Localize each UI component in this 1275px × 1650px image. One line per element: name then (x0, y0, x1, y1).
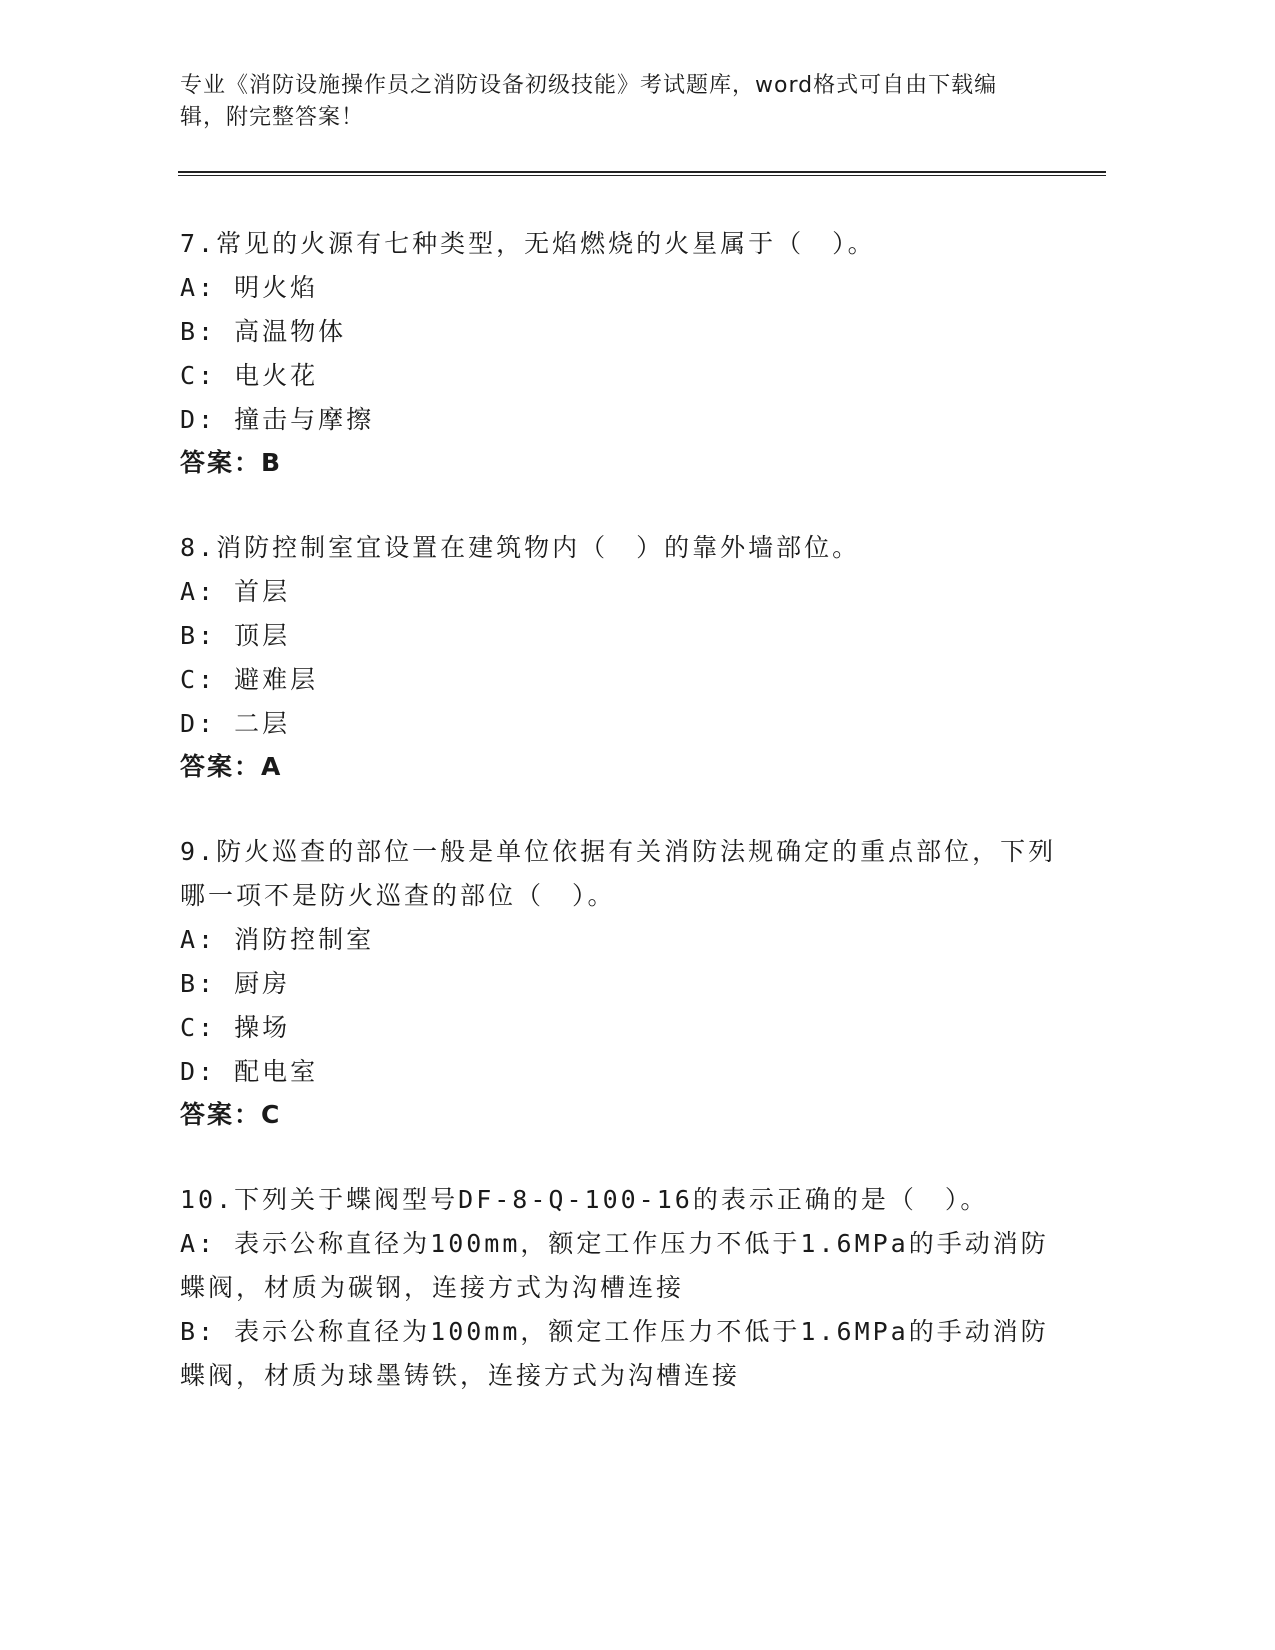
header-divider-thin (178, 175, 1106, 176)
option-c: C: 电火花 (180, 361, 319, 390)
question-stem: 7.常见的火源有七种类型，无焰燃烧的火星属于（ ）。 (180, 229, 876, 258)
answer: 答案：B (180, 448, 283, 477)
option-b: B: 高温物体 (180, 317, 347, 346)
option-b: B: 表示公称直径为100mm，额定工作压力不低于1.6MPa的手动消防蝶阀，材质为球墨铸铁，连接方式为沟槽连接 (180, 1317, 1049, 1390)
header-divider-thick (178, 171, 1106, 173)
question-stem: 10.下列关于蝶阀型号DF-8-Q-100-16的表示正确的是（ ）。 (180, 1185, 989, 1214)
option-b: B: 厨房 (180, 969, 291, 998)
option-d: D: 配电室 (180, 1057, 319, 1086)
question-8 (180, 526, 1060, 788)
document-header: 专业《消防设施操作员之消防设备初级技能》考试题库，word格式可自由下载编辑，附完整答案！ (180, 73, 998, 130)
question-9 (180, 830, 1060, 1136)
question-10 (180, 1178, 1060, 1398)
option-c: C: 避难层 (180, 665, 319, 694)
question-stem: 9.防火巡查的部位一般是单位依据有关消防法规确定的重点部位，下列哪一项不是防火巡查的部位（ ）。 (180, 837, 1057, 910)
answer: 答案：C (180, 1100, 282, 1129)
answer: 答案：A (180, 752, 283, 781)
question-stem: 8.消防控制室宜设置在建筑物内（ ）的靠外墙部位。 (180, 533, 861, 562)
option-c: C: 操场 (180, 1013, 291, 1042)
option-a: A: 消防控制室 (180, 925, 375, 954)
question-list (180, 222, 1060, 1440)
option-b: B: 顶层 (180, 621, 291, 650)
option-a: A: 明火焰 (180, 273, 319, 302)
option-a: A: 表示公称直径为100mm，额定工作压力不低于1.6MPa的手动消防蝶阀，材质为碳钢，连接方式为沟槽连接 (180, 1229, 1049, 1302)
question-7 (180, 222, 1060, 484)
option-a: A: 首层 (180, 577, 291, 606)
option-d: D: 二层 (180, 709, 291, 738)
option-d: D: 撞击与摩擦 (180, 405, 375, 434)
